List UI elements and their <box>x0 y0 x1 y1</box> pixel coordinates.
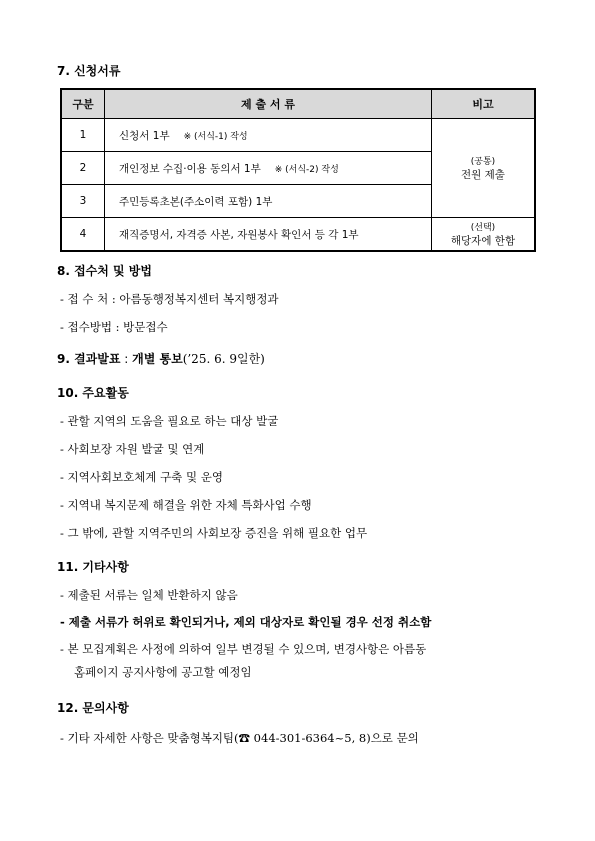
section-8-title: 8. 접수처 및 방법 <box>57 264 152 278</box>
header-documents: 제 출 서 류 <box>105 89 432 119</box>
list-item: - 지역내 복지문제 해결을 위한 자체 특화사업 수행 <box>60 498 312 512</box>
remark-optional-label: (선택) <box>470 223 496 233</box>
row-number: 1 <box>61 119 105 152</box>
list-item: - 그 밖에, 관할 지역주민의 사회보장 증진을 위해 필요한 업무 <box>60 526 368 540</box>
remark-optional <box>432 218 536 252</box>
row-document: 신청서 1부 ※ (서식-1) 작성 <box>105 119 432 152</box>
list-item: - 지역사회보호체계 구축 및 운영 <box>60 470 223 484</box>
remark-common-label: (공통) <box>470 157 496 167</box>
row-note: ※ (서식-1) 작성 <box>183 131 248 142</box>
remark-common <box>432 119 536 218</box>
list-item-line: 홈페이지 공지사항에 공고할 예정임 <box>74 665 252 679</box>
section-10-title: 10. 주요활동 <box>57 386 129 400</box>
table-row <box>61 119 535 152</box>
list-item: - 접 수 처 : 아름동행정복지센터 복지행정과 <box>60 292 279 306</box>
row-document: 주민등록초본(주소이력 포함) 1부 <box>105 185 432 218</box>
list-item: - 접수방법 : 방문접수 <box>60 320 168 334</box>
table-row <box>61 218 535 252</box>
section-12-title: 12. 문의사항 <box>57 701 129 715</box>
remark-optional-text: 해당자에 한함 <box>450 235 516 247</box>
list-item-line: - 본 모집계획은 사정에 의하여 일부 변경될 수 있으며, 변경사항은 아름동 <box>60 642 427 656</box>
row-note: ※ (서식-2) 작성 <box>274 164 339 175</box>
list-item-multiline <box>60 638 540 684</box>
section-9-bold: 개별 통보 <box>132 352 183 366</box>
header-remarks: 비고 <box>432 89 536 119</box>
contact-line: - 기타 자세한 사항은 맞춤형복지팀(☎ 044-301-6364~5, 8)으로 문의 <box>60 731 419 745</box>
section-9-date: (’25. 6. 9일한) <box>182 352 265 366</box>
header-category: 구분 <box>61 89 105 119</box>
documents-table <box>60 88 536 252</box>
row-number: 2 <box>61 152 105 185</box>
list-item: - 제출된 서류는 일체 반환하지 않음 <box>60 588 238 602</box>
list-item: - 관할 지역의 도움을 필요로 하는 대상 발굴 <box>60 414 279 428</box>
remark-common-text: 전원 제출 <box>461 169 505 181</box>
table-header-row <box>61 89 535 119</box>
section-9-label: 9. 결과발표 <box>57 352 121 366</box>
row-number: 4 <box>61 218 105 252</box>
section-7-title: 7. 신청서류 <box>57 64 121 78</box>
phone-number: 044-301-6364~5, 8) <box>250 731 371 745</box>
list-item-emphasis: - 제출 서류가 허위로 확인되거나, 제외 대상자로 확인될 경우 선정 취소함 <box>60 615 432 629</box>
section-11-title: 11. 기타사항 <box>57 560 129 574</box>
section-9-title: 9. 결과발표 : 개별 통보(’25. 6. 9일한) <box>57 352 265 366</box>
phone-icon: ☎ <box>238 731 251 745</box>
row-number: 3 <box>61 185 105 218</box>
row-document: 개인정보 수집·이용 동의서 1부 ※ (서식-2) 작성 <box>105 152 432 185</box>
row-document: 재직증명서, 자격증 사본, 자원봉사 확인서 등 각 1부 <box>105 218 432 252</box>
list-item: - 사회보장 자원 발굴 및 연계 <box>60 442 205 456</box>
